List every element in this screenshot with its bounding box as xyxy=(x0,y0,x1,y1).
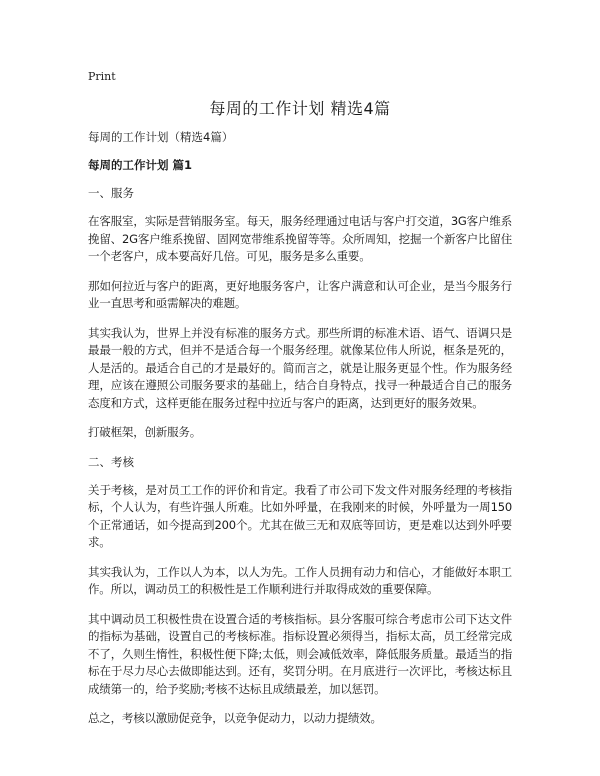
section-heading-1: 每周的工作计划 篇1 xyxy=(88,158,193,172)
paragraph-service-4: 打破框架，创新服务。 xyxy=(88,425,201,439)
paragraph-assessment-3: 其中调动员工积极性贵在设置合适的考核指标。县分客服可综合考虑市公司下达文件的指标为基础，设置自己的考核标准。指标设置必须得当，指标太高，员工经常完成不了，久则生惰性，积极性便下降;太低，则会减低效率，降低服务质量。最适当的指标在于尽力尽心去做即能达到。还有，奖罚分明。在月底进行一次评比，考核达标且成绩第一的，给予奖励;考核不达标且成绩最差，加以惩罚。 xyxy=(88,611,512,696)
subsection-heading-assessment: 二、考核 xyxy=(88,454,134,469)
paragraph-service-1: 在客服室，实际是营销服务室。每天，服务经理通过电话与客户打交道，3G客户维系挽留、2G客户维系挽留、固网宽带维系挽留等等。众所周知，挖掘一个新客户比留住一个老客户，成本要高好几倍。可见，服务是多么重要。 xyxy=(88,214,512,263)
document-subtitle: 每周的工作计划（精选4篇） xyxy=(88,130,234,144)
paragraph-assessment-4: 总之，考核以激励促竞争，以竞争促动力，以动力提绩效。 xyxy=(88,711,382,725)
paragraph-assessment-1: 关于考核，是对员工工作的评价和肯定。我看了市公司下发文件对服务经理的考核指标，个人认为，有些许强人所难。比如外呼量，在我刚来的时候，外呼量为一周150个正常通话，如今提高到200个。尤其在做三无和双底等回访，更是难以达到外呼要求。 xyxy=(88,482,512,549)
print-link[interactable]: Print xyxy=(88,70,116,83)
paragraph-service-3: 其实我认为，世界上并没有标准的服务方式。那些所谓的标准术语、语气、语调只是最最一般的方式，但并不是适合每一个服务经理。就像某位伟人所说，框条是死的，人是活的。最适合自己的才是最好的。简而言之，就是让服务更显个性。作为服务经理，应该在遵照公司服务要求的基础上，结合自身特点，找寻一种最适合自己的服务态度和方式，这样更能在服务过程中拉近与客户的距离，达到更好的服务效果。 xyxy=(88,325,512,410)
page-title: 每周的工作计划 精选4篇 xyxy=(209,99,391,118)
paragraph-assessment-2: 其实我认为，工作以人为本，以人为先。工作人员拥有动力和信心，才能做好本职工作。所以，调动员工的积极性是工作顺利进行并取得成效的重要保障。 xyxy=(88,564,512,596)
subsection-heading-service: 一、服务 xyxy=(88,186,134,200)
paragraph-service-2: 那如何拉近与客户的距离，更好地服务客户，让客户满意和认可企业，是当今服务行业一直思考和亟需解决的难题。 xyxy=(88,278,512,310)
